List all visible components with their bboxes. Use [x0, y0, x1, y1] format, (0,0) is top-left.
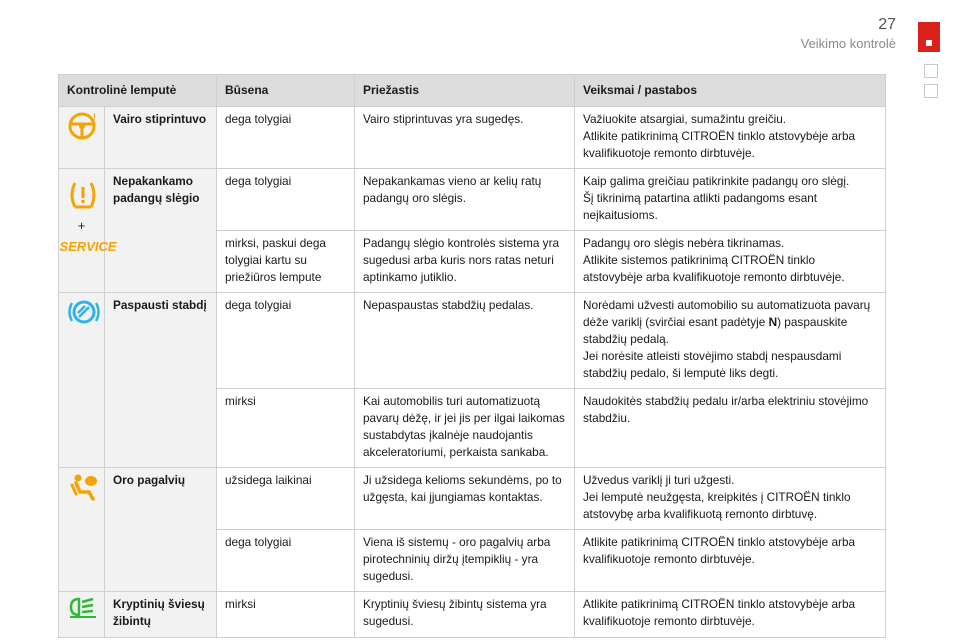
cause-cell: Nepakankamas vieno ar kelių ratų padangų oro slėgis.	[355, 169, 575, 231]
warning-lights-table	[58, 74, 886, 638]
table-row	[59, 592, 886, 638]
status-cell: dega tolygiai	[217, 169, 355, 231]
gear-position: N	[768, 315, 778, 329]
indicator-name: Nepakankamo padangų slėgio	[105, 169, 217, 293]
status-cell: užsidega laikinai	[217, 468, 355, 530]
action-cell: Užvedus variklį ji turi užgesti. Jei lemputė neužgęsta, kreipkitės į CITROËN tinklo atstovybę arba kvalifikuotą remonto dirbtuvę.	[575, 468, 886, 530]
status-cell: dega tolygiai	[217, 530, 355, 592]
brake-pedal-icon	[67, 297, 101, 327]
cause-cell: Kryptinių šviesų žibintų sistema yra sugedusi.	[355, 592, 575, 638]
action-cell: Kaip galima greičiau patikrinkite padangų oro slėgį. Šį tikrinimą patartina atlikti padangoms esant neįkaitusioms.	[575, 169, 886, 231]
service-label: SERVICE	[59, 239, 117, 254]
page-number: 27	[878, 16, 896, 33]
svg-text:!: !	[93, 112, 96, 122]
table-row	[59, 293, 886, 389]
action-cell: Atlikite patikrinimą CITROËN tinklo atstovybėje arba kvalifikuotoje remonto dirbtuvėje.	[575, 530, 886, 592]
action-cell	[575, 293, 886, 389]
column-header: Būsena	[217, 75, 355, 107]
indicator-name: Oro pagalvių	[105, 468, 217, 592]
action-cell: Naudokitės stabdžių pedalu ir/arba elektriniu stovėjimo stabdžiu.	[575, 389, 886, 468]
table-row	[59, 169, 886, 231]
cause-cell: Padangų slėgio kontrolės sistema yra sugedusi arba kuris nors ratas neturi aptinkamo jutiklio.	[355, 231, 575, 293]
action-text: Norėdami užvesti automobilio su automatizuota pavarų dėže variklį (svirčiai esant padėtyje	[583, 298, 871, 329]
cause-cell: Viena iš sistemų - oro pagalvių arba pirotechninių diržų įtempiklių - yra sugedusi.	[355, 530, 575, 592]
action-cell: Važiuokite atsargiai, sumažintu greičiu. Atlikite patikrinimą CITROËN tinklo atstovybėje arba kvalifikuotoje remonto dirbtuvėje.	[575, 107, 886, 169]
table-row	[59, 468, 886, 530]
status-cell: mirksi	[217, 592, 355, 638]
action-cell: Atlikite patikrinimą CITROËN tinklo atstovybėje arba kvalifikuotoje remonto dirbtuvėje.	[575, 592, 886, 638]
indicator-name: Kryptinių šviesų žibintų	[105, 592, 217, 638]
status-cell: mirksi, paskui dega tolygiai kartu su priežiūros lempute	[217, 231, 355, 293]
indicator-cell	[59, 293, 105, 468]
cause-cell: Kai automobilis turi automatizuotą pavarų dėžę, ir jei jis per ilgai laikomas sustabdytas įkalnėje naudojantis akceleratoriumi, perkaista sankaba.	[355, 389, 575, 468]
section-marker	[924, 84, 938, 98]
action-text: ) paspauskite stabdžių pedalą. Jei norėsite atleisti stovėjimo stabdį nespausdami stabdžių pedalo, ši lemputė liks degti.	[583, 315, 848, 380]
section-marker	[924, 64, 938, 78]
table-row	[59, 107, 886, 169]
cause-cell: Ji užsidega kelioms sekundėms, po to užgęsta, kai įjungiamas kontaktas.	[355, 468, 575, 530]
status-cell: dega tolygiai	[217, 107, 355, 169]
tyre-pressure-icon	[67, 179, 99, 211]
indicator-cell	[59, 107, 105, 169]
airbag-icon	[67, 472, 99, 502]
indicator-name: Paspausti stabdį	[105, 293, 217, 468]
steering-wheel-icon	[67, 111, 97, 141]
action-cell: Padangų oro slėgis nebėra tikrinamas. Atlikite sistemos patikrinimą CITROËN tinklo atstovybėje arba kvalifikuotoje remonto dirbtuvėje.	[575, 231, 886, 293]
indicator-cell	[59, 169, 117, 293]
status-cell: dega tolygiai	[217, 293, 355, 389]
indicator-name: Vairo stiprintuvo	[105, 107, 217, 169]
indicator-cell	[59, 468, 105, 592]
section-tab	[918, 22, 940, 52]
plus-sign: +	[77, 218, 86, 233]
status-cell: mirksi	[217, 389, 355, 468]
column-header: Kontrolinė lemputė	[59, 75, 217, 107]
column-header: Priežastis	[355, 75, 575, 107]
table-header-row	[59, 75, 886, 107]
cause-cell: Nepaspaustas stabdžių pedalas.	[355, 293, 575, 389]
indicator-cell	[59, 592, 105, 638]
service-icon	[59, 238, 117, 254]
column-header: Veiksmai / pastabos	[575, 75, 886, 107]
cause-cell: Vairo stiprintuvas yra sugedęs.	[355, 107, 575, 169]
headlight-beam-icon	[67, 596, 99, 618]
section-title: Veikimo kontrolė	[800, 36, 896, 51]
